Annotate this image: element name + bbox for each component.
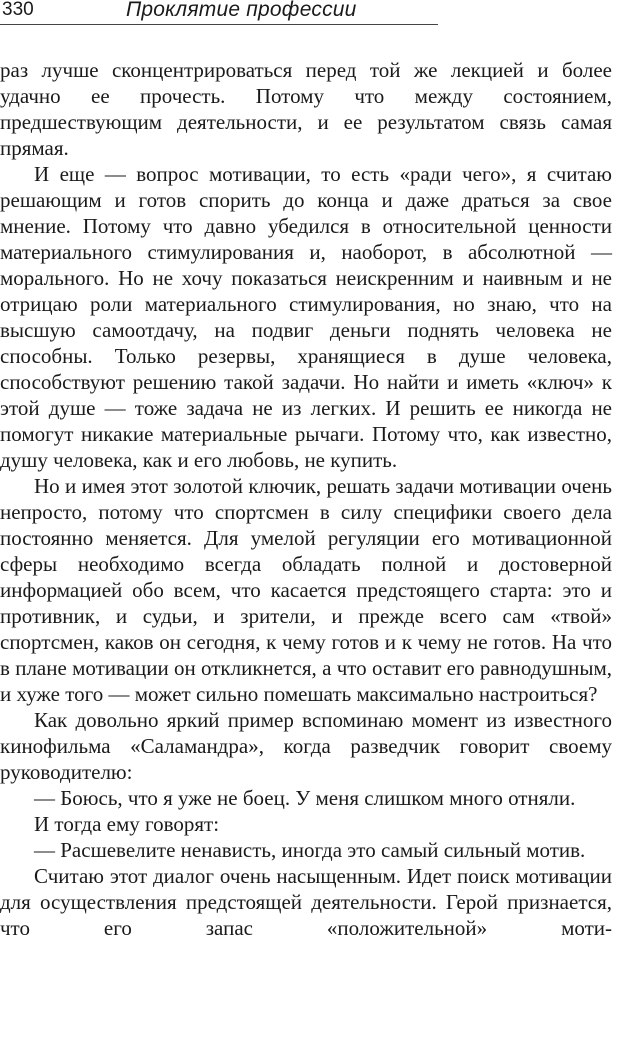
running-title: Проклятие профессии [126, 0, 357, 21]
dialogue-line: — Боюсь, что я уже не боец. У меня слишком много отняли. [34, 786, 576, 810]
page-number: 330 [2, 0, 34, 20]
paragraph: Как довольно яркий пример вспоминаю момент из известного кинофильма «Саламандра», когда разведчик говорит своему руководителю: [0, 708, 612, 784]
paragraph: И еще — вопрос мотивации, то есть «ради чего», я считаю решающим и готов спорить до конца и даже драться за свое мнение. Потому что давно убедился в относительной ценности материального стимулирования и, наоборот, в абсолютной — морального. Но не хочу показаться неискренним и наивным и не отрицаю роли материального стимулирования, но знаю, что на высшую самоотдачу, на подвиг деньги поднять человека не способны. Только резервы, хранящиеся в душе человека, способствуют решению такой задачи. Но найти и иметь «ключ» к этой душе — тоже задача не из легких. И решить ее никогда не помогут никакие материальные рычаги. Потому что, как известно, душу человека, как и его любовь, не купить. [0, 162, 612, 472]
paragraph: И тогда ему говорят: [34, 812, 220, 836]
paragraph: Считаю этот диалог очень насыщенным. Идет поиск мотивации для осуществления предстоящей деятельности. Герой признается, что его запас «положительной» моти- [0, 864, 612, 940]
paragraph: раз лучше сконцентрироваться перед той же лекцией и более удачно ее прочесть. Потому что между состоянием, предшествующим деятельности, и ее результатом связь самая прямая. [0, 58, 612, 160]
dialogue-line: — Расшевелите ненависть, иногда это самый сильный мотив. [34, 838, 586, 862]
page-header [0, 0, 438, 25]
body-text [0, 57, 612, 941]
paragraph: Но и имея этот золотой ключик, решать задачи мотивации очень непросто, потому что спортсмен в силу специфики своего дела постоянно меняется. Для умелой регуляции его мотивационной сферы необходимо всегда обладать полной и достоверной информацией обо всем, что касается предстоящего старта: это и противник, и судьи, и зрители, и прежде всего сам «твой» спортсмен, каков он сегодня, к чему готов и к чему не готов. На что в плане мотивации он откликнется, а что оставит его равнодушным, и хуже того — может сильно помешать максимально настроиться? [0, 474, 612, 706]
